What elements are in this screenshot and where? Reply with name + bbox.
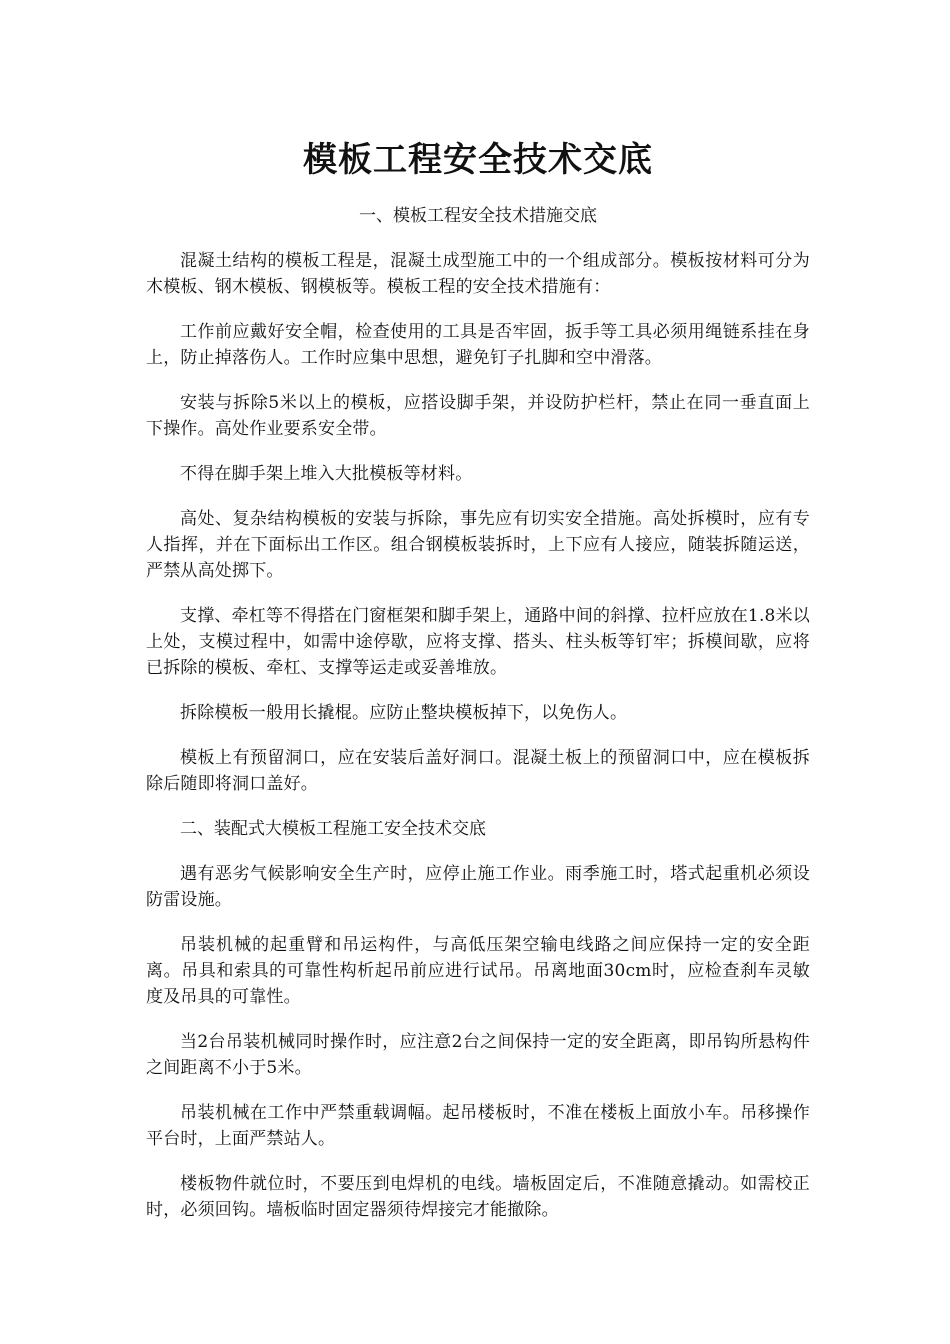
document-page bbox=[146, 0, 810, 1344]
document-body bbox=[146, 248, 810, 1242]
paragraph: 高处、复杂结构模板的安装与拆除，事先应有切实安全措施。高处拆模时，应有专人指挥，并在下面标出工作区。组合钢模板装拆时，上下应有人接应，随装拆随运送，严禁从高处掷下。 bbox=[146, 509, 810, 581]
section-1-heading: 一、模板工程安全技术措施交底 bbox=[359, 206, 597, 226]
section-2-heading: 二、装配式大模板工程施工安全技术交底 bbox=[180, 819, 486, 839]
paragraph: 安装与拆除5米以上的模板，应搭设脚手架，并设防护栏杆，禁止在同一垂直面上下操作。高处作业要系安全带。 bbox=[146, 393, 810, 439]
paragraph: 吊装机械的起重臂和吊运构件，与高低压架空输电线路之间应保持一定的安全距离。吊具和索具的可靠性构析起吊前应进行试吊。吊离地面30cm时，应检查刹车灵敏度及吊具的可靠性。 bbox=[146, 935, 810, 1007]
page-title: 模板工程安全技术交底 bbox=[303, 140, 653, 180]
paragraph: 模板上有预留洞口，应在安装后盖好洞口。混凝土板上的预留洞口中，应在模板拆除后随即将洞口盖好。 bbox=[146, 748, 810, 794]
paragraph: 不得在脚手架上堆入大批模板等材料。 bbox=[180, 464, 473, 484]
paragraph: 支撑、牵杠等不得搭在门窗框架和脚手架上，通路中间的斜撑、拉杆应放在1.8米以上处，支模过程中，如需中途停歇，应将支撑、搭头、柱头板等钉牢；拆模间歇，应将已拆除的模板、牵杠、支撑等运走或妥善堆放。 bbox=[146, 606, 810, 678]
paragraph: 楼板物件就位时，不要压到电焊机的电线。墙板固定后，不准随意撬动。如需校正时，必须回钩。墙板临时固定器须待焊接完才能撤除。 bbox=[146, 1174, 810, 1220]
paragraph: 拆除模板一般用长撬棍。应防止整块模板掉下，以免伤人。 bbox=[180, 703, 628, 723]
paragraph: 工作前应戴好安全帽，检查使用的工具是否牢固，扳手等工具必须用绳链系挂在身上，防止掉落伤人。工作时应集中思想，避免钉子扎脚和空中滑落。 bbox=[146, 322, 810, 368]
paragraph: 吊装机械在工作中严禁重载调幅。起吊楼板时，不准在楼板上面放小车。吊移操作平台时，上面严禁站人。 bbox=[146, 1103, 810, 1149]
paragraph: 当2台吊装机械同时操作时，应注意2台之间保持一定的安全距离，即吊钩所悬构件之间距离不小于5米。 bbox=[146, 1032, 810, 1078]
paragraph: 混凝土结构的模板工程是，混凝土成型施工中的一个组成部分。模板按材料可分为木模板、钢木模板、钢模板等。模板工程的安全技术措施有： bbox=[146, 251, 810, 297]
paragraph: 遇有恶劣气候影响安全生产时，应停止施工作业。雨季施工时，塔式起重机必须设防雷设施。 bbox=[146, 864, 810, 910]
